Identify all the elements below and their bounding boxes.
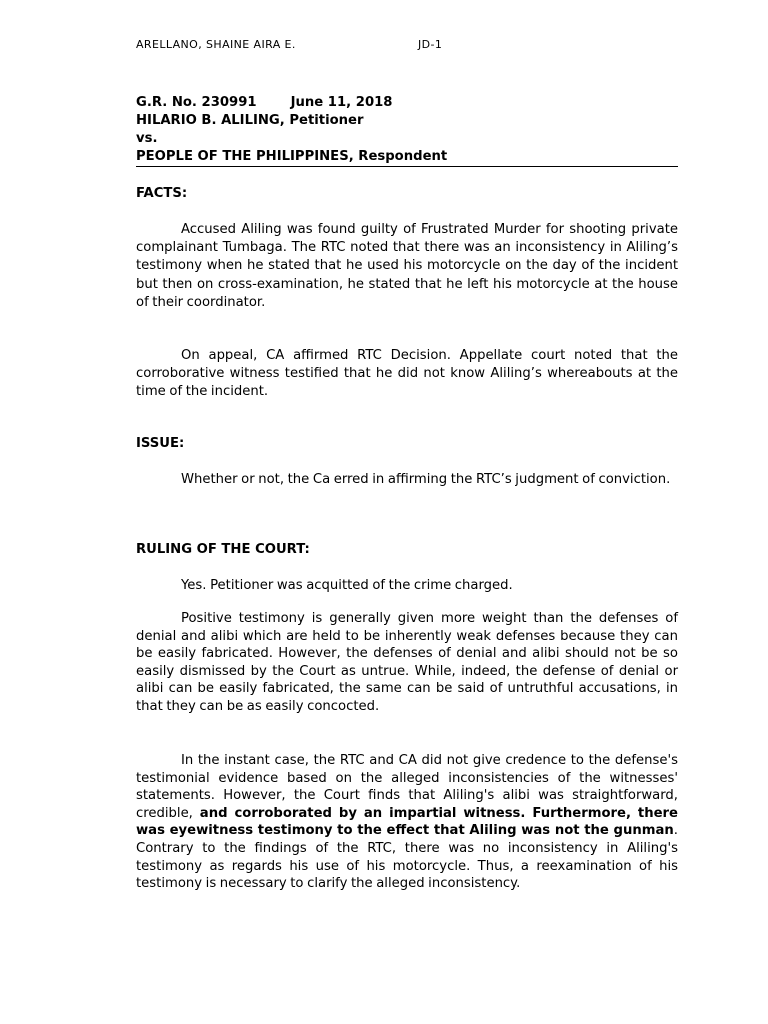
ruling-paragraph-1: Yes. Petitioner was acquitted of the crime charged. [181,578,513,593]
ruling-p3-conclusion: . Contrary to the findings of the RTC, there was no inconsistency in Aliling's testimony as regards his use of his motorcycle. Thus, a reexamination of his testimony is necessary to clarify the alleged inconsistency. [136,823,678,892]
issue-paragraph-1: Whether or not, the Ca erred in affirming the RTC’s judgment of conviction. [181,472,671,487]
case-number-line [136,94,678,112]
case-gr-number: G.R. No. 230991 [136,95,257,110]
header-student-name: ARELLANO, SHAINE AIRA E. [136,38,296,51]
ruling-heading: RULING OF THE COURT: [136,542,310,557]
ruling-p3-intro: In the instant case, the RTC and CA did not give credence to the defense's testimonial evidence based on the alleged inconsistencies of the witnesses' statements. However, the Court finds that Aliling's alibi was straightforward, credible, [136,753,678,821]
facts-paragraph-2: On appeal, CA affirmed RTC Decision. Appellate court noted that the corroborative witness testified that he did not know Aliling’s whereabouts at the time of the incident. [136,348,678,400]
case-respondent: PEOPLE OF THE PHILIPPINES, Respondent [136,149,448,164]
case-petitioner: HILARIO B. ALILING, Petitioner [136,113,364,128]
ruling-paragraph-2: Positive testimony is generally given more weight than the defenses of denial and alibi which are held to be inherently weak defenses because they can be easily fabricated. However, the defenses of denial and alibi should not be so easily dismissed by the Court as untrue. While, indeed, the defense of denial or alibi can be easily fabricated, the same can be said of untruthful accusations, in that they can be as easily concocted. [136,611,678,714]
case-versus: vs. [136,131,158,146]
ruling-p3-bold-emphasis: and corroborated by an impartial witness. Furthermore, there was eyewitness testimony to the effect that Aliling was not the gunman [136,805,678,839]
case-date: June 11, 2018 [290,95,393,110]
case-caption [136,94,678,166]
issue-heading: ISSUE: [136,436,185,451]
facts-heading: FACTS: [136,186,188,201]
header-section-code: JD-1 [418,38,443,51]
ruling-paragraph-3 [136,752,678,893]
caption-divider [136,166,678,167]
facts-paragraph-1: Accused Aliling was found guilty of Frustrated Murder for shooting private complainant Tumbaga. The RTC noted that there was an inconsistency in Aliling’s testimony when he stated that he used his motorcycle on the day of the incident but then on cross-examination, he stated that he left his motorcycle at the house of their coordinator. [136,222,678,310]
